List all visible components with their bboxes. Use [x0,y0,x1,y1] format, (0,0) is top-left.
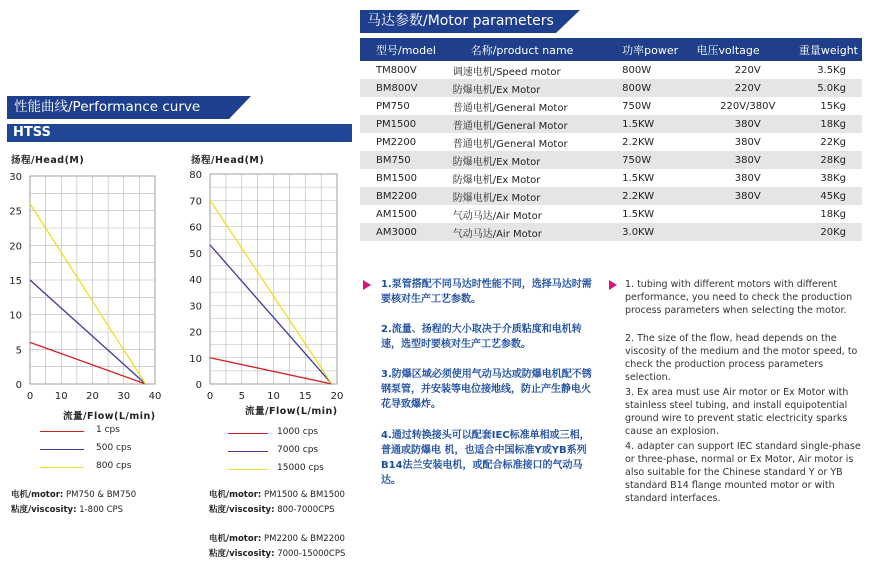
motor-params-title: 马达参数/Motor parameters [367,13,554,29]
performance-banner-arrow [229,96,251,119]
cell-model: PM750 [360,97,453,115]
x-tick-label: 20 [86,391,99,402]
motor-table-header [360,38,862,61]
cell-weight: 18Kg [799,205,862,223]
col-name: 名称/product name [453,38,617,61]
legend1-line-3 [40,467,84,468]
legend2-line-3 [228,469,268,470]
y-tick-label: 30 [9,172,22,183]
y-tick-label: 10 [9,310,22,322]
cell-name: 气动马达/Air Motor [453,223,617,241]
chart2-ylabel: 扬程/Head(M) [191,155,265,166]
y-tick-label: 15 [9,276,22,287]
cell-power: 1.5KW [617,115,696,133]
legend1-line-2 [40,449,84,450]
cell-model: AM3000 [360,223,453,241]
cell-voltage: 220V [697,79,799,97]
cell-name: 普通电机/General Motor [453,97,617,115]
col-model: 型号/model [360,38,453,61]
cell-power: 1.5KW [617,205,696,223]
chart2-viscosity-info-2 [209,547,345,559]
info-value: 1-800 CPS [79,505,124,515]
cell-voltage [697,223,799,241]
performance-title: 性能曲线/Performance curve [14,99,201,115]
cell-model: BM800V [360,79,453,97]
legend1-label-3: 800 cps [96,461,132,471]
info-value: PM750 & BM750 [66,490,137,500]
chart2 [180,164,360,404]
legend2-label-2: 7000 cps [277,445,319,455]
info-label: 粘度/viscosity: [209,549,275,559]
cell-name: 普通电机/General Motor [453,133,617,151]
note-en-1: 1. tubing with different motors with different performance, you need to check the production process parameters when selecting the motor. [625,279,853,316]
x-tick-label: 10 [267,391,280,402]
table-row [360,97,862,115]
info-label: 电机/motor: [209,490,262,500]
legend2-label-3: 15000 cps [277,463,324,473]
info-value: 800-7000CPS [277,505,335,515]
cell-voltage: 380V [697,133,799,151]
chart2-grid [210,174,337,384]
y-tick-label: 10 [189,353,202,365]
table-row [360,205,862,223]
cell-name: 气动马达/Air Motor [453,205,617,223]
info-value: PM2200 & BM2200 [264,534,345,544]
note-zh-1: 1.泵管搭配不同马达时性能不同，选择马达时需要核对生产工艺参数。 [381,279,592,305]
info-label: 粘度/viscosity: [11,505,77,515]
cell-weight: 22Kg [799,133,862,151]
bullet-arrow-icon [363,280,371,290]
cell-name: 防爆电机/Ex Motor [453,187,617,205]
table-row [360,115,862,133]
cell-name: 防爆电机/Ex Motor [453,151,617,169]
motor-banner-arrow [556,10,580,33]
series-line-3 [30,204,146,384]
cell-voltage [697,205,799,223]
col-weight: 重量weight [799,38,862,61]
cell-weight: 3.5Kg [799,61,862,79]
cell-name: 防爆电机/Ex Motor [453,169,617,187]
cell-model: BM750 [360,151,453,169]
info-value: PM1500 & BM1500 [264,490,345,500]
note-en-2: 2. The size of the flow, head depends on the viscosity of the medium and the motor speed, to check the production process parameters selection. [625,333,858,383]
htss-label [7,124,352,142]
cell-power: 2.2KW [617,187,696,205]
chart1-series [30,204,146,384]
cell-weight: 45Kg [799,187,862,205]
note-zh-2: 2.流量、扬程的大小取决于介质粘度和电机转速，选型时要核对生产工艺参数。 [381,324,582,350]
table-row [360,79,862,97]
table-row [360,187,862,205]
chart1-grid [30,176,155,384]
cell-model: BM2200 [360,187,453,205]
motor-params-banner [360,10,556,33]
cell-weight: 38Kg [799,169,862,187]
y-tick-label: 20 [189,327,202,339]
info-label: 电机/motor: [11,490,64,500]
chart1-viscosity-info [11,503,123,515]
y-tick-label: 60 [189,222,202,234]
legend2-line-1 [228,433,268,434]
note-zh-3: 3.防爆区域必须使用气动马达或防爆电机配不锈钢泵管，并安装等电位接地线，防止产生静电火花导致爆炸。 [381,369,592,410]
chart1-xlabel: 流量/Flow(L/min) [63,411,156,422]
x-tick-label: 30 [117,391,131,402]
chart1-ylabel: 扬程/Head(M) [11,155,85,166]
table-row [360,133,862,151]
y-tick-label: 30 [189,301,202,313]
cell-power: 800W [617,61,696,79]
cell-power: 750W [617,97,696,115]
cell-voltage: 380V [697,151,799,169]
y-tick-label: 0 [195,380,202,391]
cell-model: PM1500 [360,115,453,133]
legend2-line-2 [228,451,268,452]
legend1-line-1 [40,431,84,432]
cell-weight: 5.0Kg [799,79,862,97]
cell-voltage: 220V/380V [697,97,799,115]
cell-voltage: 220V [697,61,799,79]
cell-power: 1.5KW [617,169,696,187]
y-tick-label: 25 [9,206,22,218]
x-tick-label: 5 [238,391,245,402]
legend1-label-1: 1 cps [96,425,120,435]
cell-name: 调速电机/Speed motor [453,61,617,79]
x-tick-label: 10 [54,391,68,402]
motor-table [360,38,862,241]
info-value: 7000-15000CPS [277,549,346,559]
cell-model: TM800V [360,61,453,79]
note-en-3: 3. Ex area must use Air motor or Ex Motor with stainless steel tubing, and install equipotential ground wire to prevent static electricity sparks cause an explosion. [625,387,849,437]
cell-weight: 15Kg [799,97,862,115]
series-line-1 [30,342,146,384]
table-row [360,151,862,169]
y-tick-label: 50 [189,248,202,260]
y-tick-label: 80 [189,170,202,181]
chart2-motor-info-1 [209,488,345,500]
htss-text: HTSS [13,125,51,140]
x-tick-label: 0 [206,391,214,402]
y-tick-label: 0 [15,380,22,391]
note-en-4: 4. adapter can support IEC standard single-phase or three-phase, normal or Ex Motor, Air motor is also suitable for the Chinese standard Y or YB standard B14 flange mounted motor or with standard interfaces. [625,441,861,504]
chart2-viscosity-info-1 [209,503,335,515]
legend2-label-1: 1000 cps [277,427,319,437]
chart1-motor-info [11,488,136,500]
cell-model: BM1500 [360,169,453,187]
cell-model: PM2200 [360,133,453,151]
cell-power: 2.2KW [617,133,696,151]
cell-name: 防爆电机/Ex Motor [453,79,617,97]
y-tick-label: 40 [189,275,202,286]
x-tick-label: 0 [26,391,34,402]
table-row [360,169,862,187]
cell-voltage: 380V [697,169,799,187]
y-tick-label: 20 [9,241,22,253]
info-label: 电机/motor: [209,534,262,544]
legend1-label-2: 500 cps [96,443,132,453]
performance-banner [7,96,229,119]
x-tick-label: 40 [148,391,162,402]
cell-voltage: 380V [697,187,799,205]
x-tick-label: 15 [298,391,312,402]
x-tick-label: 20 [330,391,344,402]
cell-weight: 20Kg [799,223,862,241]
col-voltage: 电压voltage [697,38,799,61]
y-tick-label: 70 [189,196,202,208]
chart1 [0,164,180,404]
bullet-arrow-icon [609,280,617,290]
cell-voltage: 380V [697,115,799,133]
cell-power: 3.0KW [617,223,696,241]
cell-weight: 28Kg [799,151,862,169]
cell-model: AM1500 [360,205,453,223]
cell-weight: 18Kg [799,115,862,133]
cell-name: 普通电机/General Motor [453,115,617,133]
cell-power: 800W [617,79,696,97]
note-zh-4: 4.通过转换接头可以配套IEC标准单相或三相，普通或防爆电 机，也适合中国标准Y或YB系列B14法兰安装电机，或配合标准接口的气动马达。 [381,430,590,486]
info-label: 粘度/viscosity: [209,505,275,515]
col-power: 功率power [617,38,696,61]
table-row [360,61,862,79]
cell-power: 750W [617,151,696,169]
y-tick-label: 5 [15,345,22,357]
table-row [360,223,862,241]
chart2-motor-info-2 [209,532,345,544]
chart2-xlabel: 流量/Flow(L/min) [245,406,338,417]
